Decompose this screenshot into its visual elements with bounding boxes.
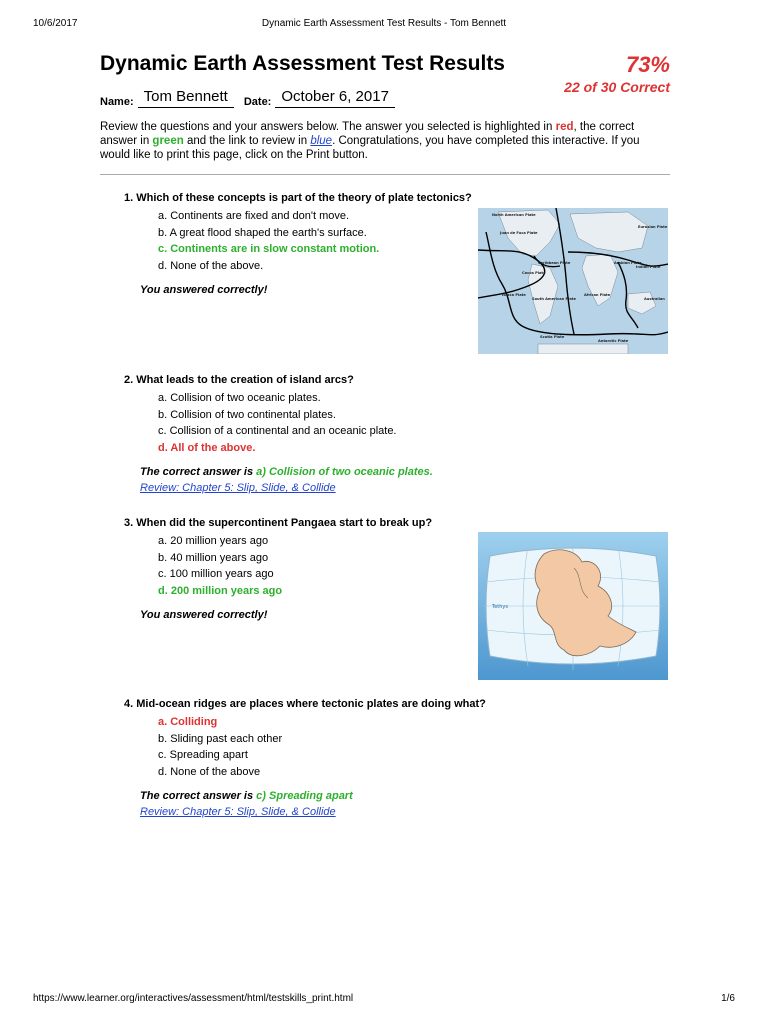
score-summary: 22 of 30 Correct: [564, 79, 670, 95]
map-label: Australian: [644, 297, 665, 301]
option: c. Spreading apart: [158, 749, 248, 761]
feedback: The correct answer is c) Spreading apart: [140, 790, 353, 802]
option: c. 100 million years ago: [158, 568, 274, 580]
map-label: Arabian Plate: [614, 261, 642, 265]
option: d. None of the above.: [158, 259, 264, 272]
correct-answer: a) Collision of two oceanic plates.: [256, 466, 433, 478]
page-title: Dynamic Earth Assessment Test Results: [100, 52, 505, 75]
option: b. 40 million years ago: [158, 551, 269, 564]
blue-keyword: blue: [310, 135, 333, 147]
question-text: 2. What leads to the creation of island arcs?: [124, 374, 354, 386]
map-label: Cocos Plate: [522, 271, 546, 275]
option: a. Continents are fixed and don't move.: [158, 210, 350, 222]
date-value: October 6, 2017: [275, 88, 395, 108]
print-url: https://www.learner.org/interactives/assessment/html/testskills_print.html: [33, 993, 354, 1004]
option-selected-correct: c. Continents are in slow constant motion.: [158, 243, 380, 255]
red-keyword: red: [555, 121, 574, 133]
map-label: Caribbean Plate: [538, 261, 571, 265]
map-label: Indian Plate: [636, 265, 661, 269]
option-selected-wrong: d. All of the above.: [158, 441, 256, 454]
option: b. A great flood shaped the earth's surface.: [158, 226, 367, 239]
map-label: Nazca Plate: [502, 293, 526, 297]
question-text: 4. Mid-ocean ridges are places where tectonic plates are doing what?: [124, 698, 486, 710]
question-4: [124, 698, 486, 818]
question-text: 1. Which of these concepts is part of the theory of plate tectonics?: [124, 192, 472, 204]
option: b. Collision of two continental plates.: [158, 408, 336, 421]
divider: [100, 174, 670, 175]
ocean-label: Tethys: [492, 604, 508, 610]
instructions: Review the questions and your answers below. The answer you selected is highlighted in red, the correct answer in green and the link to review in blue. Congratulations, you have completed this interactive. If you would like to print this page, click on the Print button.: [100, 121, 640, 161]
feedback: You answered correctly!: [140, 284, 268, 296]
option-selected-correct: d. 200 million years ago: [158, 584, 283, 597]
map-label: Eurasian Plate: [638, 225, 668, 229]
map-label: African Plate: [584, 293, 611, 297]
print-title: Dynamic Earth Assessment Test Results - Tom Bennett: [261, 18, 507, 29]
option: c. Collision of a continental and an oceanic plate.: [158, 425, 397, 437]
pangaea-map-image: [478, 532, 668, 680]
score-percent: 73%: [625, 52, 670, 77]
question-1: [124, 192, 472, 296]
option: a. Collision of two oceanic plates.: [158, 392, 321, 404]
question-text: 3. When did the supercontinent Pangaea start to break up?: [124, 517, 433, 529]
map-label: South American Plate: [532, 297, 576, 301]
plate-tectonics-map-image: [478, 208, 668, 354]
name-label: Name:: [100, 96, 134, 108]
map-label: Antarctic Plate: [598, 339, 629, 343]
page-number: 1/6: [721, 993, 735, 1004]
map-label: North American Plate: [492, 213, 536, 217]
map-label: Juan de Fuca Plate: [500, 231, 538, 235]
option-selected-wrong: a. Colliding: [158, 716, 218, 728]
name-date-row: [100, 88, 405, 108]
correct-answer: c) Spreading apart: [256, 790, 353, 802]
name-value: Tom Bennett: [138, 88, 234, 108]
feedback: You answered correctly!: [140, 609, 268, 621]
feedback: The correct answer is a) Collision of two oceanic plates.: [140, 466, 433, 478]
map-label: Scotia Plate: [540, 335, 565, 339]
option: d. None of the above: [158, 765, 261, 778]
review-link[interactable]: Review: Chapter 5: Slip, Slide, & Collide: [140, 806, 336, 818]
date-label: Date:: [243, 96, 272, 108]
question-3: [124, 517, 432, 621]
print-date: 10/6/2017: [33, 18, 78, 29]
review-link[interactable]: Review: Chapter 5: Slip, Slide, & Collide: [140, 482, 336, 494]
question-2: [124, 374, 433, 494]
green-keyword: green: [152, 135, 184, 147]
option: a. 20 million years ago: [158, 535, 269, 547]
option: b. Sliding past each other: [158, 732, 283, 745]
